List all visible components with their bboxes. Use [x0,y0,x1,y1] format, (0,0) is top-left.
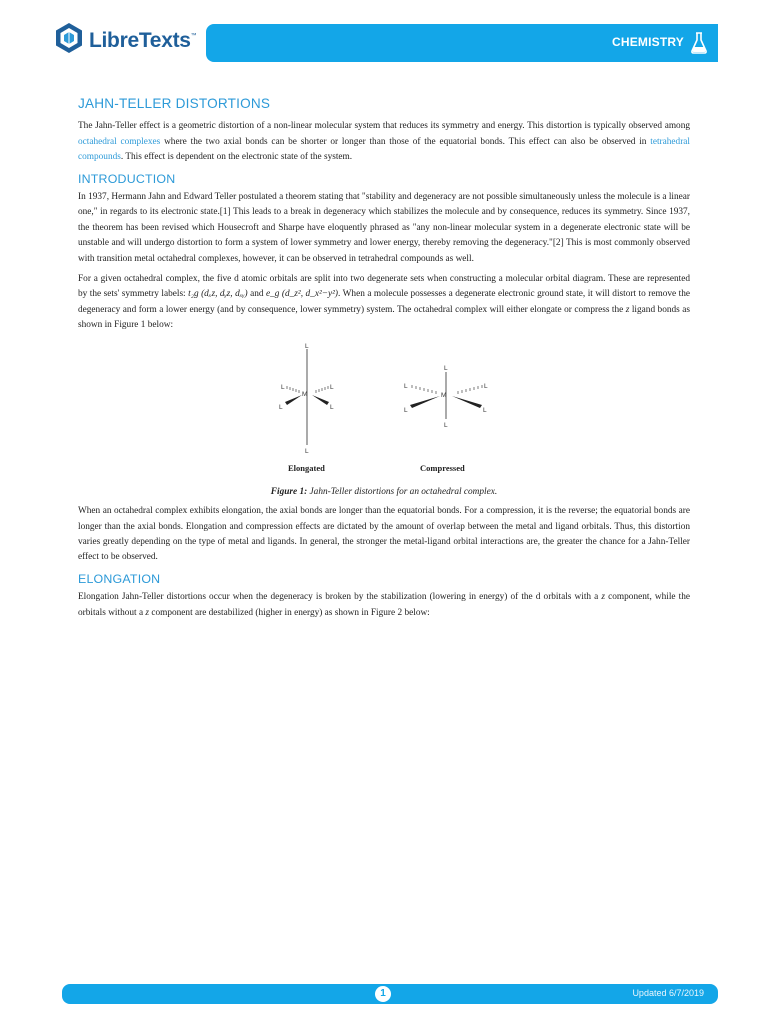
introduction-paragraph-2: For a given octahedral complex, the five d atomic orbitals are split into two degenerate sets when constructing a molecular orbital diagram. These are represented by the sets' symmetry labels: t₂g (dₓz, dᵧz, dₓᵧ) and e_g (d_z², d_x²−y²). When a molecule possesses a degenerate electronic ground state, it will distort to remove the degeneracy and form a lower energy (and by consequence, lower symmetry) system. The octahedral complex will either elongate or compress the z ligand bonds as shown in Figure 1 below: [78,274,690,331]
ligand-front-right-compressed: L [483,406,487,414]
ligand-front-left-elongated: L [279,403,283,411]
ligand-back-left-elongated: L [281,383,285,391]
logo-text: LibreTexts™ [89,28,197,52]
elongated-structure [279,343,334,455]
figure-1-diagram [78,339,690,484]
subject-label: CHEMISTRY [611,35,684,49]
subject-banner [206,24,718,62]
ligand-back-right-compressed: L [484,382,488,390]
ligand-bottom-elongated: L [305,447,309,455]
intro-paragraph: The Jahn-Teller effect is a geometric distortion of a non-linear molecular system that reduces its symmetry and energy. This distortion is typically observed among octahedral complexes where the two axial bonds can be shorter or longer than those of the equatorial bonds. This effect can also be observed in tetrahedral compounds. This effect is dependent on the electronic state of the system. [78,121,690,163]
libretexts-logo[interactable] [54,22,196,59]
page-header [0,0,768,90]
updated-date: Updated 6/7/2019 [632,988,704,998]
compressed-label: Compressed [420,462,465,473]
ligand-top-compressed: L [444,364,448,372]
ligand-bottom-compressed: L [444,421,448,429]
article-body [78,96,690,626]
libretexts-logo-icon [54,22,84,59]
elongation-paragraph: Elongation Jahn-Teller distortions occur when the degeneracy is broken by the stabilization (lowering in energy) of the d orbitals with a z component, while the orbitals without a z component are destabilized (higher in energy) as shown in Figure 2 below: [78,592,690,618]
octahedral-complexes-link[interactable]: octahedral complexes [78,136,161,147]
compressed-structure [404,365,488,429]
elongation-heading: ELONGATION [78,571,161,586]
introduction-paragraph-1: In 1937, Hermann Jahn and Edward Teller postulated a theorem stating that "stability and degeneracy are not possible simultaneously unless the molecule is a linear one," in regards to its electronic state.[1] This leads to a break in degeneracy which stabilizes the molecule and by consequence, reduces its symmetry. Since 1937, the theorem has been revised which Housecroft and Sharpe have eloquently phrased as "any non-linear molecular system in a degenerate electronic state will be unstable and will undergo distortion to form a system of lower symmetry and lower energy, thereby removing the degeneracy."[2] This is most commonly observed with transition metal octahedral complexes, however, it can be observed in tetrahedral compounds as well. [78,192,690,264]
page-footer [62,984,718,1004]
after-figure-paragraph: When an octahedral complex exhibits elongation, the axial bonds are longer than the equatorial bonds. For a compression, it is the reverse; the equatorial bonds are longer than the axial bonds. Elongation and compression effects are dictated by the amount of overlap between the metal and ligand orbitals. Thus, this distortion varies greatly depending on the type of metal and ligands. In general, the stronger the metal-ligand orbital interactions are, the greater the chance for a Jahn-Teller effect to be observed. [78,506,690,563]
metal-elongated: M [302,390,308,398]
flask-icon [690,32,708,59]
tetrahedral-compounds-link[interactable]: tetrahedral compounds [78,136,690,163]
elongated-label: Elongated [288,462,325,473]
page-title: JAHN-TELLER DISTORTIONS [78,96,271,111]
introduction-heading: INTRODUCTION [78,171,176,186]
ligand-top-elongated: L [305,342,309,350]
ligand-front-right-elongated: L [330,403,334,411]
page-number: 1 [375,986,391,1002]
ligand-front-left-compressed: L [404,406,408,414]
metal-compressed: M [441,391,447,399]
ligand-back-right-elongated: L [330,383,334,391]
t2g-label: t₂g (dₓz, dᵧz, dₓᵧ) [188,289,248,300]
figure-1-caption: Figure 1: Jahn-Teller distortions for an octahedral complex. [270,486,498,497]
eg-label: e_g (d_z², d_x²−y²) [266,289,339,300]
ligand-back-left-compressed: L [404,382,408,390]
